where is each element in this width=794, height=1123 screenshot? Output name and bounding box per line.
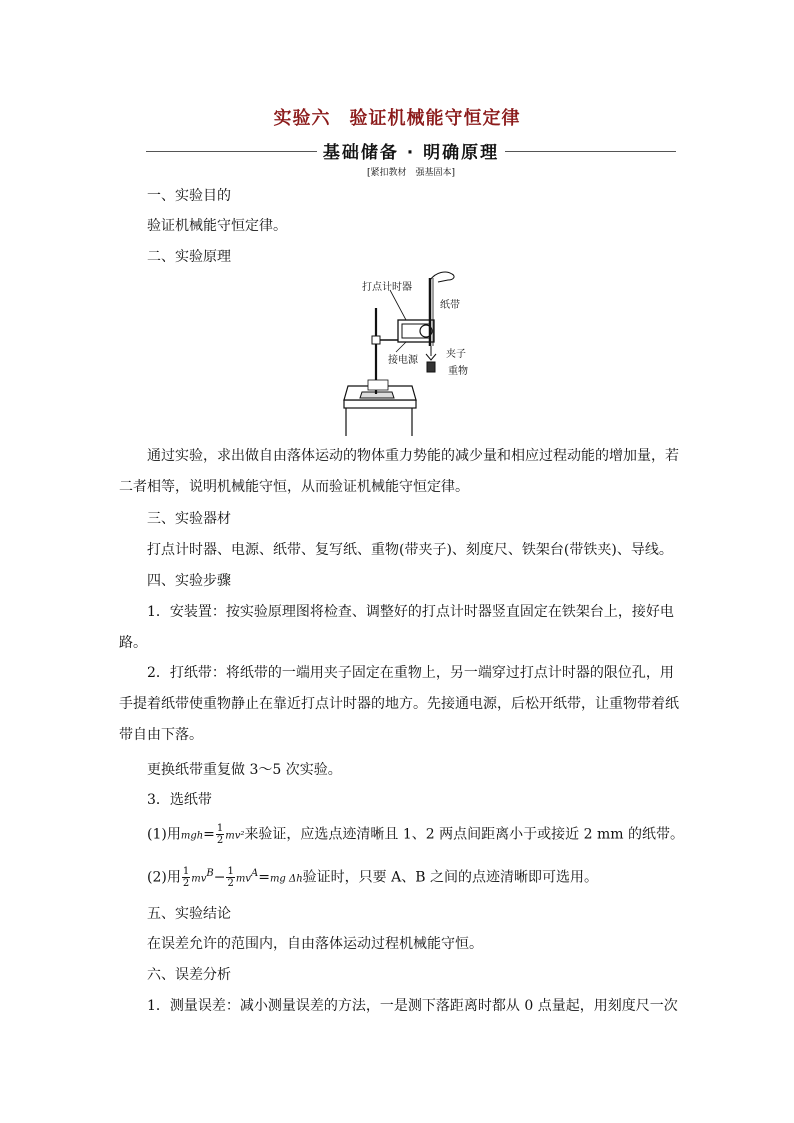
text-principle: 通过实验，求出做自由落体运动的物体重力势能的减少量和相应过程动能的增加量，若二者相等，说明机械能守恒，从而验证机械能守恒定律。 xyxy=(119,448,679,495)
section-banner xyxy=(146,138,676,178)
heading-steps: 四、实验步骤 xyxy=(147,573,231,589)
heading-error: 六、误差分析 xyxy=(147,967,231,983)
page-title: 实验六 验证机械能守恒定律 xyxy=(273,108,521,129)
banner-subtitle: [紧扣教材 强基固本] xyxy=(366,168,456,178)
label-timer: 打点计时器 xyxy=(362,282,412,293)
step-repeat: 更换纸带重复做 3～5 次实验。 xyxy=(147,762,342,778)
label-weight: 重物 xyxy=(448,366,468,377)
label-power: 接电源 xyxy=(388,355,418,366)
heading-principle: 二、实验原理 xyxy=(147,249,231,265)
heading-equipment: 三、实验器材 xyxy=(147,511,231,527)
select-rule-2: (2)用 $\frac{1}{2}$ $mv^B-$ $\frac{1}{2}$ $mv^A=mg$ Δh验证时，只要 A、B 之间的点迹清晰即可选用。 xyxy=(147,866,598,890)
heading-purpose: 一、实验目的 xyxy=(147,188,231,204)
step-install: 1．安装置：按实验原理图将检查、调整好的打点计时器竖直固定在铁架台上，接好电路。 xyxy=(119,604,674,651)
label-tape: 纸带 xyxy=(440,300,460,311)
text-conclusion: 在误差允许的范围内，自由落体运动过程机械能守恒。 xyxy=(147,936,483,952)
label-clip: 夹子 xyxy=(446,349,466,360)
heading-conclusion: 五、实验结论 xyxy=(147,906,231,922)
select-rule-1: (1)用mgh= $\frac{1}{2}$ mv²来验证，应选点迹清晰且 1、2 两点间距离小于或接近 2 mm 的纸带。 xyxy=(147,823,684,846)
text-equipment: 打点计时器、电源、纸带、复写纸、重物(带夹子)、刻度尺、铁架台(带铁夹)、导线。 xyxy=(147,542,673,558)
banner-title: 基础储备 · 明确原理 xyxy=(317,138,505,163)
step-select-tape: 3．选纸带 xyxy=(147,792,212,808)
step-tape: 2．打纸带：将纸带的一端用夹子固定在重物上，另一端穿过打点计时器的限位孔，用手提着纸带使重物静止在靠近打点计时器的地方。先接通电源，后松开纸带，让重物带着纸带自由下落。 xyxy=(119,665,679,743)
fraction-half: $\frac{1}{2}$ xyxy=(216,823,224,846)
apparatus-figure xyxy=(340,268,480,440)
fraction-half-a: $\frac{1}{2}$ xyxy=(182,866,190,890)
text-error: 1．测量误差：减小测量误差的方法，一是测下落距离时都从 0 点量起，用刻度尺一次 xyxy=(147,998,678,1014)
fraction-half-b: $\frac{1}{2}$ xyxy=(227,866,234,890)
text-purpose: 验证机械能守恒定律。 xyxy=(147,218,287,234)
